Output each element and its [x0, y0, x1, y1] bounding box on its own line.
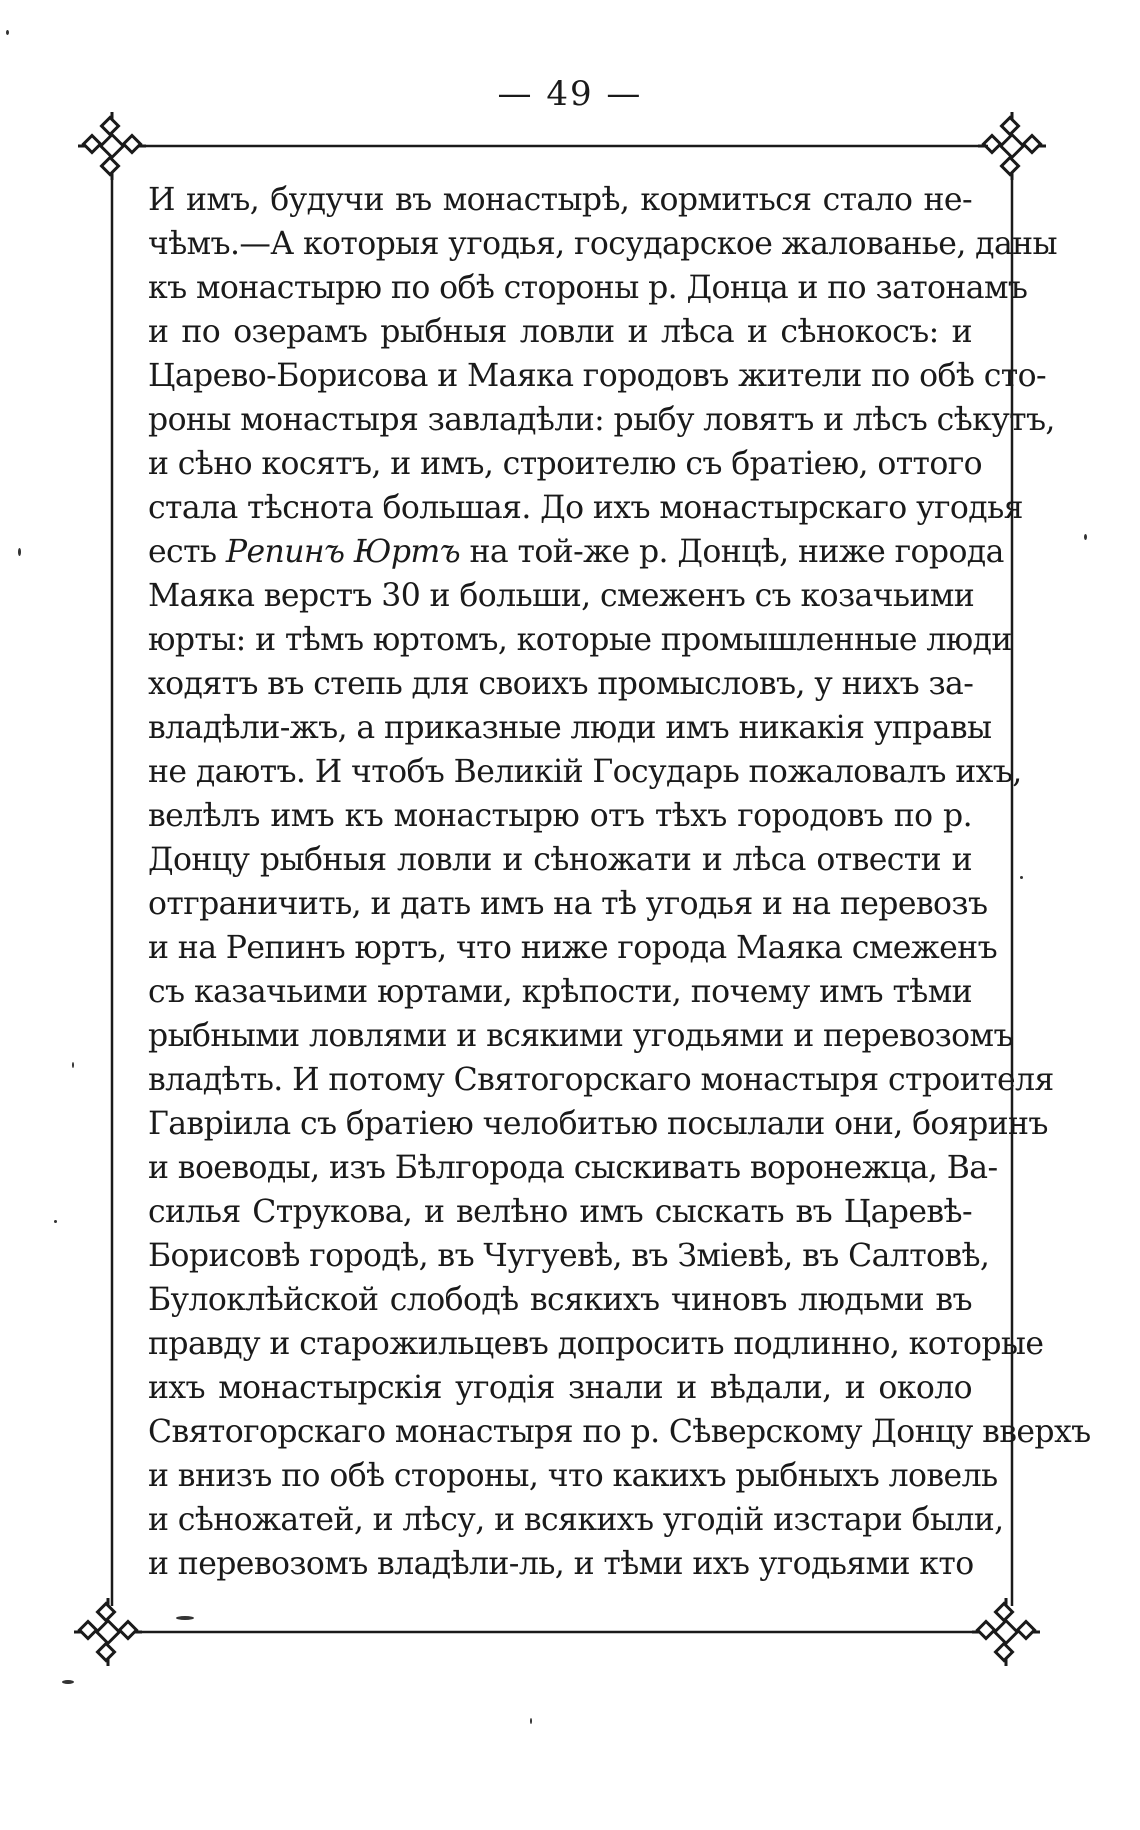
- text-line: Булоклѣйской слободѣ всякихъ чиновъ людьми въ: [148, 1282, 972, 1318]
- text-line: Святогорскаго монастыря по р. Сѣверскому Донцу вверхъ: [148, 1414, 1091, 1450]
- line-suffix: на той-же р. Донцѣ, ниже города: [469, 534, 1004, 570]
- text-line: и внизъ по обѣ стороны, что какихъ рыбныхъ ловель: [148, 1458, 998, 1494]
- text-line: чѣмъ.—А которыя угодья, государское жалованье, даны: [148, 226, 1057, 262]
- text-line: Маяка верстъ 30 и больши, смеженъ съ козачьими: [148, 578, 975, 614]
- text-line: къ монастырю по обѣ стороны р. Донца и по затонамъ: [148, 270, 1028, 306]
- scan-speck: [72, 1062, 74, 1068]
- text-line: и на Репинъ юртъ, что ниже города Маяка смеженъ: [148, 930, 998, 966]
- corner-ornament-bottom-right-icon: [972, 1598, 1040, 1666]
- scan-speck: [1020, 876, 1023, 879]
- text-line: не даютъ. И чтобъ Великій Государь пожаловалъ ихъ,: [148, 754, 1022, 790]
- text-line: отграничить, и дать имъ на тѣ угодья и на перевозъ: [148, 886, 988, 922]
- scan-speck: [54, 1220, 57, 1223]
- text-line: и сѣно косятъ, и имъ, строителю съ братіею, оттого: [148, 446, 983, 482]
- line-prefix: есть: [148, 534, 217, 570]
- text-line: ихъ монастырскія угодія знали и вѣдали, и около: [148, 1370, 972, 1406]
- italic-place-name: Репинъ Юртъ: [225, 534, 461, 570]
- scan-speck: [176, 1616, 194, 1620]
- text-line: владѣли-жъ, а приказные люди имъ никакія управы: [148, 710, 992, 746]
- page-number: — 49 —: [497, 74, 643, 114]
- text-line: Донцу рыбныя ловли и сѣножати и лѣса отвести и: [148, 842, 972, 878]
- text-line: юрты: и тѣмъ юртомъ, которые промышленные люди: [148, 622, 1012, 658]
- text-line: и по озерамъ рыбныя ловли и лѣса и сѣнокосъ: и: [148, 314, 972, 350]
- corner-ornament-top-left-icon: [78, 112, 146, 180]
- scan-speck: [530, 1718, 532, 1724]
- text-line: владѣть. И потому Святогорскаго монастыря строителя: [148, 1062, 1054, 1098]
- text-line: съ казачьими юртами, крѣпости, почему имъ тѣми: [148, 974, 972, 1010]
- corner-ornament-top-right-icon: [978, 112, 1046, 180]
- scan-speck: [62, 1680, 74, 1684]
- text-line: велѣлъ имъ къ монастырю отъ тѣхъ городовъ по р.: [148, 798, 972, 834]
- text-line: Гавріила съ братіею челобитью посылали они, бояринъ: [148, 1106, 1048, 1142]
- corner-ornament-bottom-left-icon: [74, 1598, 142, 1666]
- text-line: стала тѣснота большая. До ихъ монастырскаго угодья: [148, 490, 1023, 526]
- text-line: и сѣножатей, и лѣсу, и всякихъ угодій изстари были,: [148, 1502, 1004, 1538]
- text-line: правду и старожильцевъ допросить подлинно, которые: [148, 1326, 1044, 1362]
- text-line: ходятъ въ степь для своихъ промысловъ, у нихъ за-: [148, 666, 974, 702]
- scan-speck: [18, 548, 21, 556]
- text-line-with-italic: [148, 530, 1004, 574]
- text-line: роны монастыря завладѣли: рыбу ловятъ и лѣсъ сѣкутъ,: [148, 402, 1055, 438]
- text-line: силья Струкова, и велѣно имъ сыскать въ Царевѣ-: [148, 1194, 972, 1230]
- text-line: Царево-Борисова и Маяка городовъ жители по обѣ сто-: [148, 358, 1046, 394]
- scan-speck: [1084, 534, 1087, 540]
- text-line: и перевозомъ владѣли-ль, и тѣми ихъ угодьями кто: [148, 1546, 974, 1582]
- text-line: и воеводы, изъ Бѣлгорода сыскивать воронежца, Ва-: [148, 1150, 998, 1186]
- body-text: [148, 178, 1091, 1586]
- text-line: рыбными ловлями и всякими угодьями и перевозомъ: [148, 1018, 1013, 1054]
- text-line: И имъ, будучи въ монастырѣ, кормиться стало не-: [148, 182, 972, 218]
- scan-speck: [6, 30, 9, 35]
- text-line: Борисовѣ городѣ, въ Чугуевѣ, въ Зміевѣ, въ Салтовѣ,: [148, 1238, 990, 1274]
